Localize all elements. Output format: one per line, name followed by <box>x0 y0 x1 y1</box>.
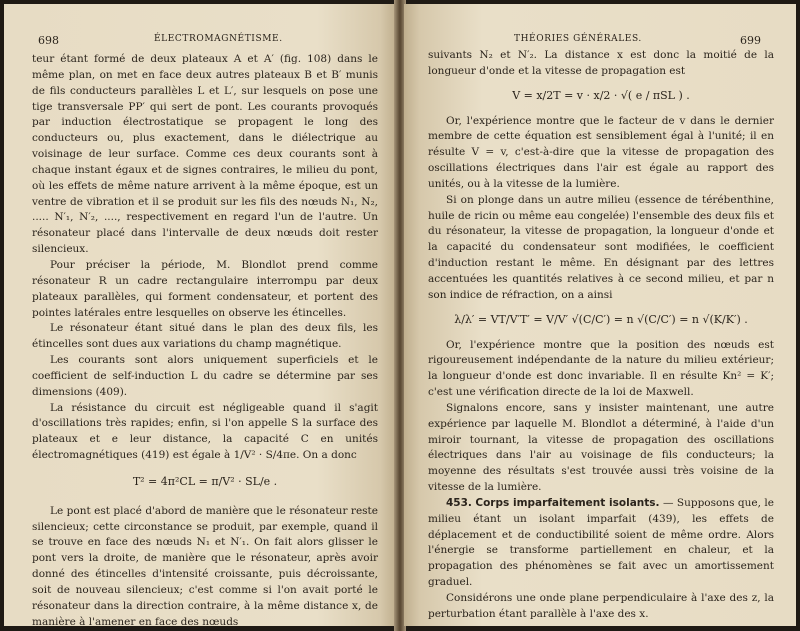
paragraph: Les courants sont alors uniquement superficiels et le coefficient de self-induction L du cadre se détermine par ses dimensions (409). <box>32 354 378 398</box>
left-body-text <box>32 52 378 626</box>
paragraph: suivants N₂ et N′₂. La distance x est donc la moitié de la longueur d'onde et la vitesse de propagation est <box>428 49 774 77</box>
formula: T² = 4π²CL = π/V² · SL/e . <box>132 474 278 488</box>
formula: λ/λ′ = VT/V′T′ = V/V′ √(C/C′) = n √(C/C′) = n √(K/K′) . <box>454 312 748 326</box>
paragraph: Considérons une onde plane perpendiculaire à l'axe des z, la perturbation étant parallèle à l'axe des x. <box>428 592 774 620</box>
section-text: — Supposons que, le milieu étant un isolant imparfait (439), les effets de déplacement et de conductibilité soient de même ordre. Alors l'énergie se transforme partiellement en chaleur, et la propagation des phénomènes se fait avec un amortissement graduel. <box>428 496 774 589</box>
section-number: 453. <box>446 496 472 509</box>
paragraph: Si on plonge dans un autre milieu (essence de térébenthine, huile de ricin ou même eau congelée) l'ensemble des deux fils et du résonateur, la vitesse de propagation, la longueur d'onde et la capacité du condensateur sont modifiées, le coefficient d'induction restant le même. En désignant par des lettres accentuées les quantités relatives à ce second milieu, et par n son indice de réfraction, on a ainsi <box>428 193 774 301</box>
paragraph: Le résonateur étant situé dans le plan des deux fils, les étincelles sont dues aux variations du champ magnétique. <box>32 322 378 351</box>
left-page <box>4 4 396 626</box>
paragraph: Le pont est placé d'abord de manière que le résonateur reste silencieux; cette circonstance se produit, par exemple, quand il se trouve en face des nœuds N₁ et N′₁. On fait alors glisser le pont vers la droite, de manière que le résonateur, après avoir donné des étincelles d'intensité croissante, puis décroissante, soit de nouveau silencieux; c'est comme si l'on avait porté le résonateur dans la direction contraire, à la même distance x, de manière à l'amener en face des nœuds <box>32 504 378 626</box>
left-running-head: ÉLECTROMAGNÉTISME. <box>154 34 283 44</box>
paragraph: Or, l'expérience montre que la position des nœuds est rigoureusement indépendante de la nature du milieu extérieur; la longueur d'onde est donc invariable. Il en résulte Kn² = K′; c'est une vérification directe de la loi de Maxwell. <box>428 338 774 399</box>
paragraph: Signalons encore, sans y insister maintenant, une autre expérience par laquelle M. Blondlot a déterminé, à l'aide d'un miroir tournant, la vitesse de propagation des oscillations électriques dans l'air au voisinage de fils conducteurs; la moyenne des résultats s'est trouvée aussi très voisine de la vitesse de la lumière. <box>428 401 774 494</box>
right-page <box>404 4 796 626</box>
paragraph: Or, l'expérience montre que le facteur de v dans le dernier membre de cette équation est sensiblement égal à l'unité; il en résulte V = v, c'est-à-dire que la vitesse de propagation des oscillations électriques dans l'air est égale au rapport des unités, ou à la vitesse de la lumière. <box>428 114 774 190</box>
paragraph: La résistance du circuit est négligeable quand il s'agit d'oscillations très rapides; enfin, si l'on appelle S la surface des plateaux et e leur distance, la capacité C en unités électromagnétiques (419) est égale à 1/V² · S/4πe. On a donc <box>32 401 378 462</box>
right-running-head: THÉORIES GÉNÉRALES. <box>514 34 642 44</box>
formula: V = x/2T = v · x/2 · √( e / πSL ) . <box>512 88 690 102</box>
section-paragraph <box>428 496 774 591</box>
right-body-text <box>428 48 774 623</box>
right-page-number: 699 <box>740 34 761 47</box>
paragraph: Pour préciser la période, M. Blondlot prend comme résonateur R un cadre rectangulaire interrompu par deux plateaux parallèles, qui forment condensateur, et portent des pointes latérales entre lesquelles on observe les étincelles. <box>32 258 378 319</box>
paragraph: teur étant formé de deux plateaux A et A′ (fig. 108) dans le même plan, on met en face deux autres plateaux B et B′ munis de fils conducteurs parallèles L et L′, sur lesquels on pose une tige transversale PP′ qui sert de pont. Les courants provoqués par induction électrostatique se propagent le long des conducteurs ou, plus exactement, dans le diélectrique au voisinage de leur surface. Comme ces deux courants sont à chaque instant égaux et de signes contraires, le milieu du pont, où les effets de même nature arrivent à la même époque, est un ventre de vibration et il se produit sur les fils des nœuds N₁, N₂, ..... N′₁, N′₂, ...., respectivement en regard l'un de l'autre. Un résonateur placé dans l'intervalle de deux nœuds doit rester silencieux. <box>32 53 378 256</box>
left-page-number: 698 <box>38 34 59 47</box>
section-title: Corps imparfaitement isolants. <box>475 496 660 509</box>
